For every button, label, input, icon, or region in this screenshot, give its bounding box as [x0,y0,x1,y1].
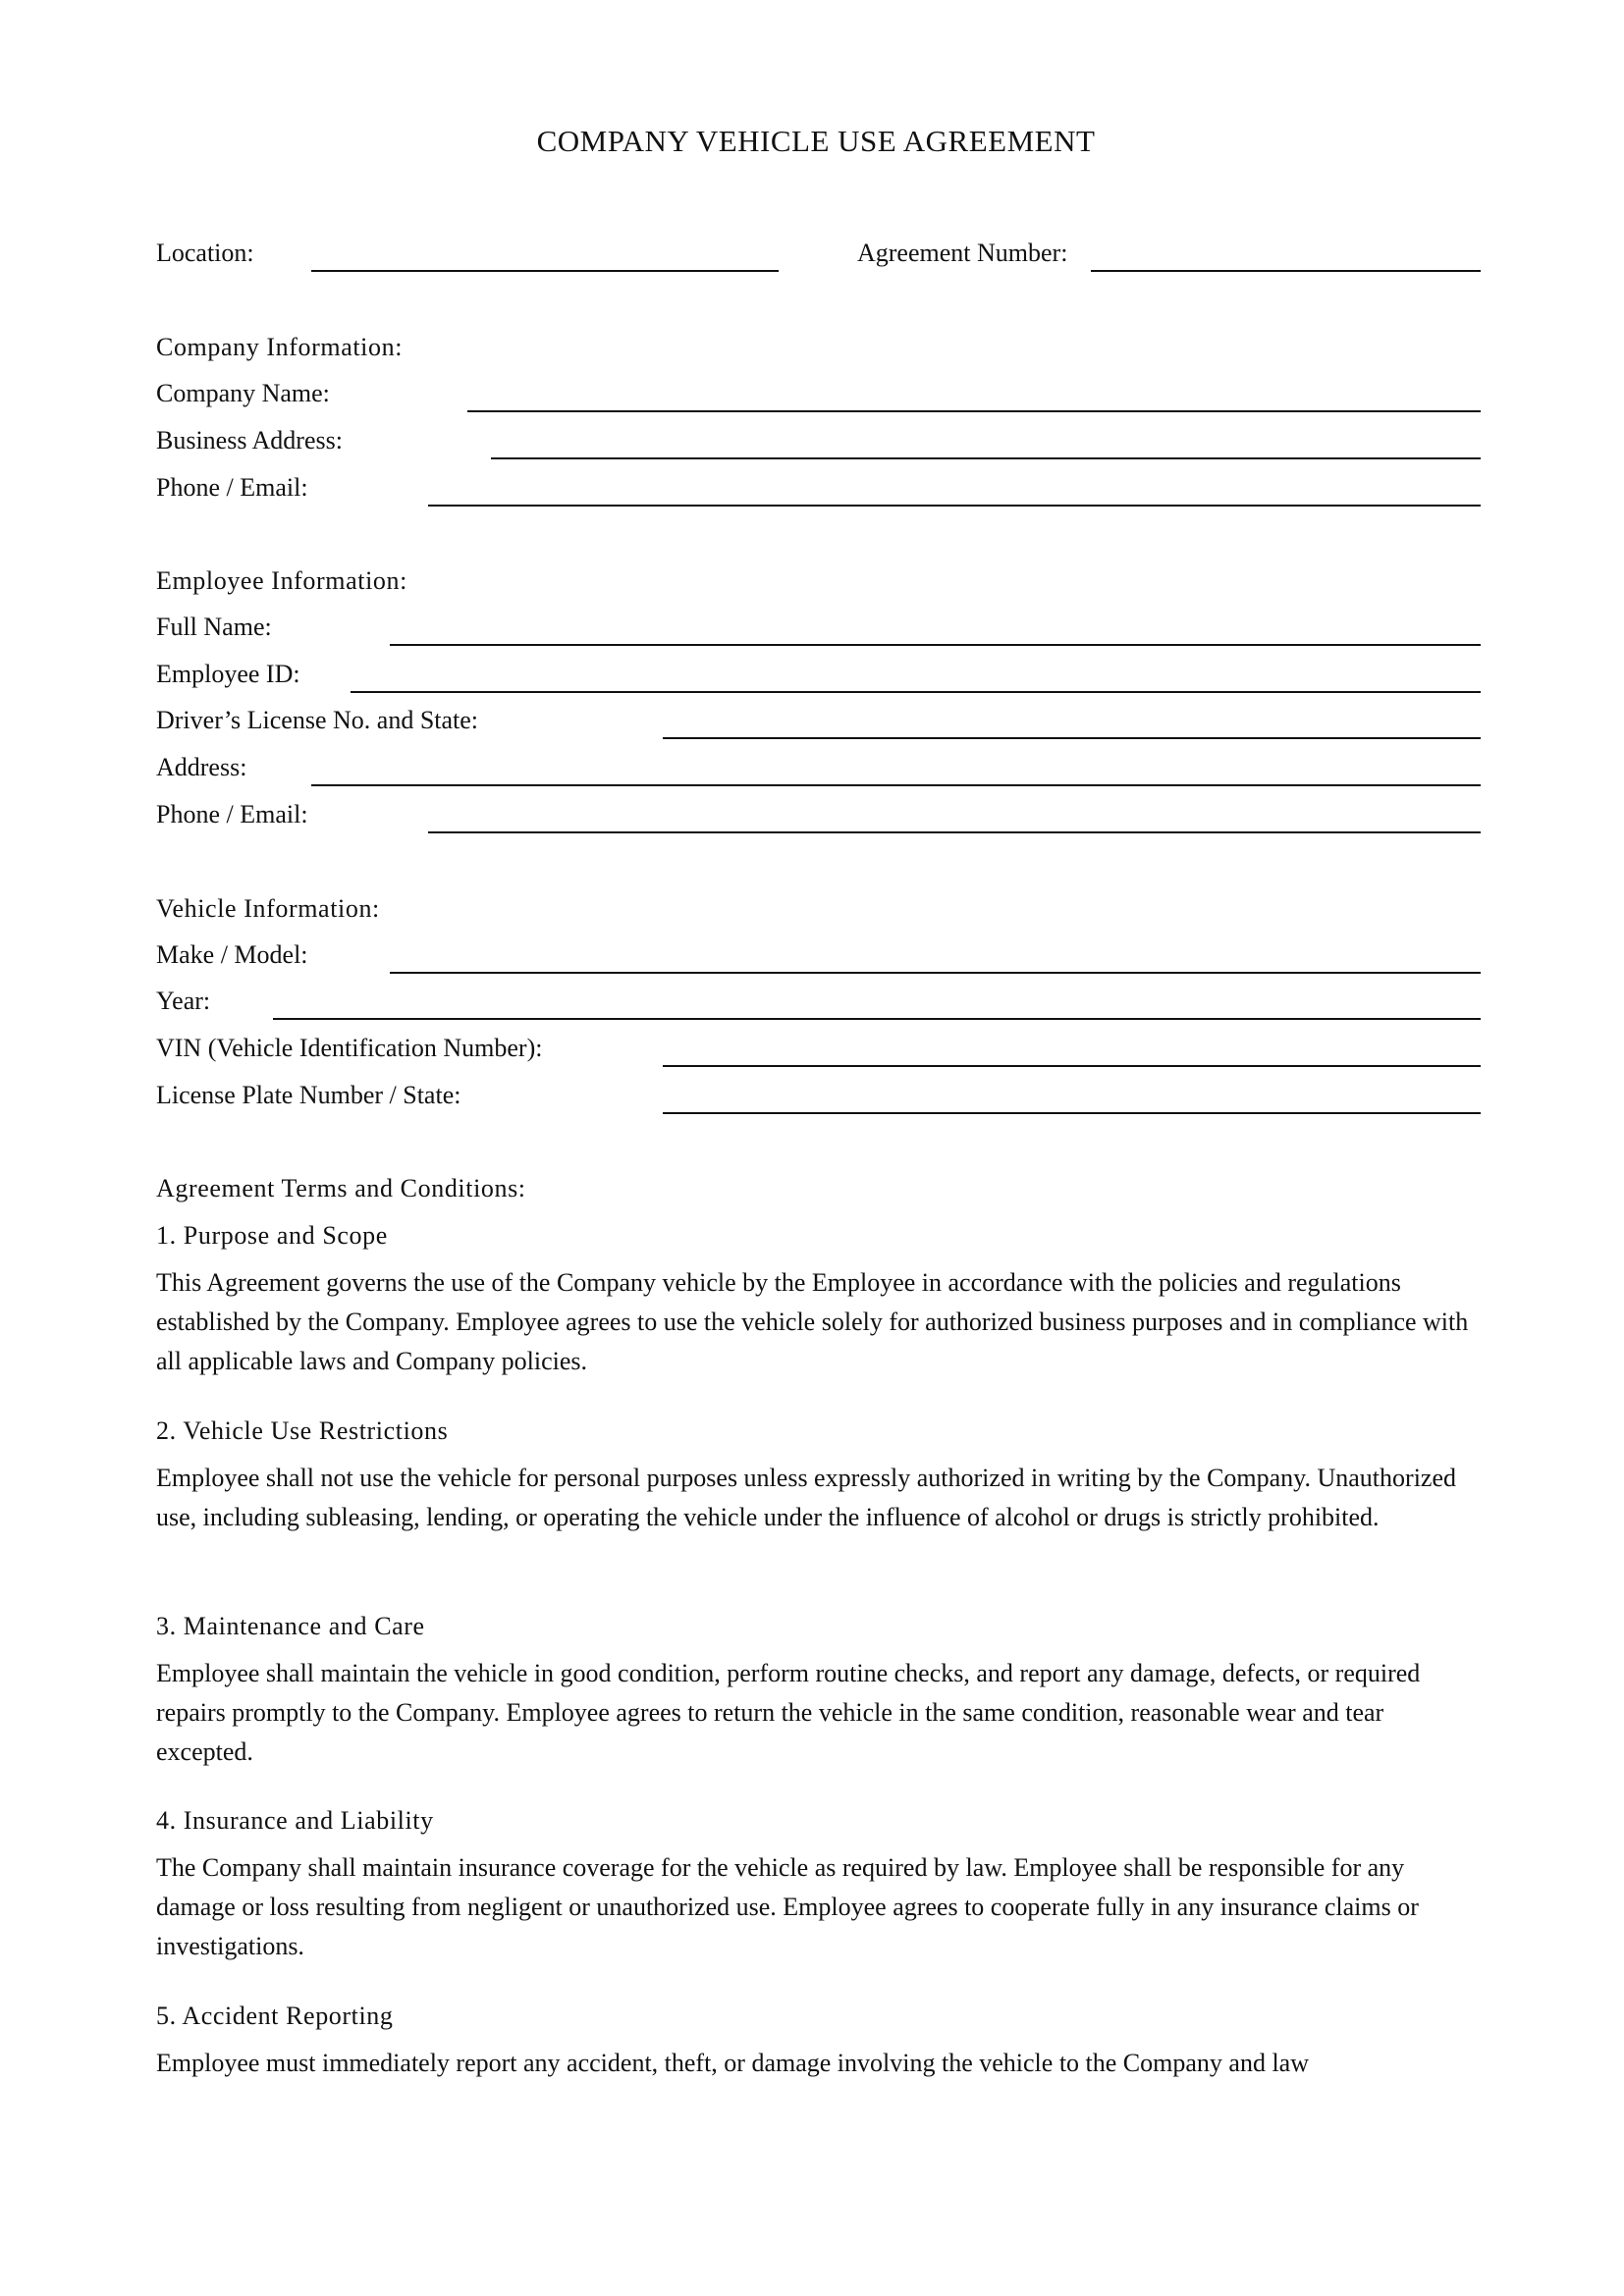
section-1-heading: 1. Purpose and Scope [156,1221,388,1250]
year-label: Year: [156,987,211,1015]
license-plate-field[interactable] [663,1112,1481,1114]
make-model-field[interactable] [390,972,1481,974]
business-address-field[interactable] [491,457,1481,459]
make-model-label: Make / Model: [156,940,308,969]
full-name-field[interactable] [390,644,1481,646]
employee-id-label: Employee ID: [156,660,300,688]
location-label: Location: [156,239,254,267]
section-4-body: The Company shall maintain insurance coverage for the vehicle as required by law. Employee shall be responsible for any damage or loss resulting from negligent or unauthorized use. Employee agrees to cooperate fully in any insurance claims or investigations. [156,1853,1419,1960]
section-2-body: Employee shall not use the vehicle for personal purposes unless expressly authorized in writing by the Company. Unauthorized use, including subleasing, lending, or operating the vehicle under the influence of alcohol or drugs is strictly prohibited. [156,1464,1456,1531]
company-info-heading: Company Information: [156,333,404,361]
drivers-license-label: Driver’s License No. and State: [156,706,479,734]
document-title: COMPANY VEHICLE USE AGREEMENT [536,124,1096,158]
location-field[interactable] [311,270,779,272]
section-2-heading: 2. Vehicle Use Restrictions [156,1416,449,1445]
company-name-label: Company Name: [156,379,330,407]
agreement-number-label: Agreement Number: [857,239,1068,267]
employee-id-field[interactable] [351,691,1481,693]
section-1-body: This Agreement governs the use of the Company vehicle by the Employee in accordance with the policies and regulations established by the Company. Employee agrees to use the vehicle solely for authorized business purposes and in compliance with all applicable laws and Company policies. [156,1268,1469,1375]
vin-field[interactable] [663,1065,1481,1067]
section-4-heading: 4. Insurance and Liability [156,1806,434,1835]
license-plate-label: License Plate Number / State: [156,1081,461,1109]
employee-phone-email-label: Phone / Email: [156,800,308,828]
employee-address-label: Address: [156,753,247,781]
employee-info-heading: Employee Information: [156,566,407,595]
section-3-body: Employee shall maintain the vehicle in good condition, perform routine checks, and report any damage, defects, or required repairs promptly to the Company. Employee agrees to return the vehicle in the same condition, reasonable wear and tear excepted. [156,1659,1421,1766]
vehicle-info-heading: Vehicle Information: [156,894,380,923]
company-name-field[interactable] [467,410,1481,412]
agreement-number-field[interactable] [1091,270,1481,272]
section-5-body: Employee must immediately report any accident, theft, or damage involving the vehicle to the Company and law [156,2049,1309,2077]
drivers-license-field[interactable] [663,737,1481,739]
section-5-heading: 5. Accident Reporting [156,2002,394,2030]
employee-address-field[interactable] [311,784,1481,786]
company-phone-email-label: Phone / Email: [156,473,308,502]
terms-heading: Agreement Terms and Conditions: [156,1174,526,1202]
employee-phone-email-field[interactable] [428,831,1481,833]
full-name-label: Full Name: [156,613,272,641]
business-address-label: Business Address: [156,426,343,454]
company-phone-email-field[interactable] [428,505,1481,507]
vin-label: VIN (Vehicle Identification Number): [156,1034,543,1062]
section-3-heading: 3. Maintenance and Care [156,1612,425,1640]
year-field[interactable] [273,1018,1481,1020]
